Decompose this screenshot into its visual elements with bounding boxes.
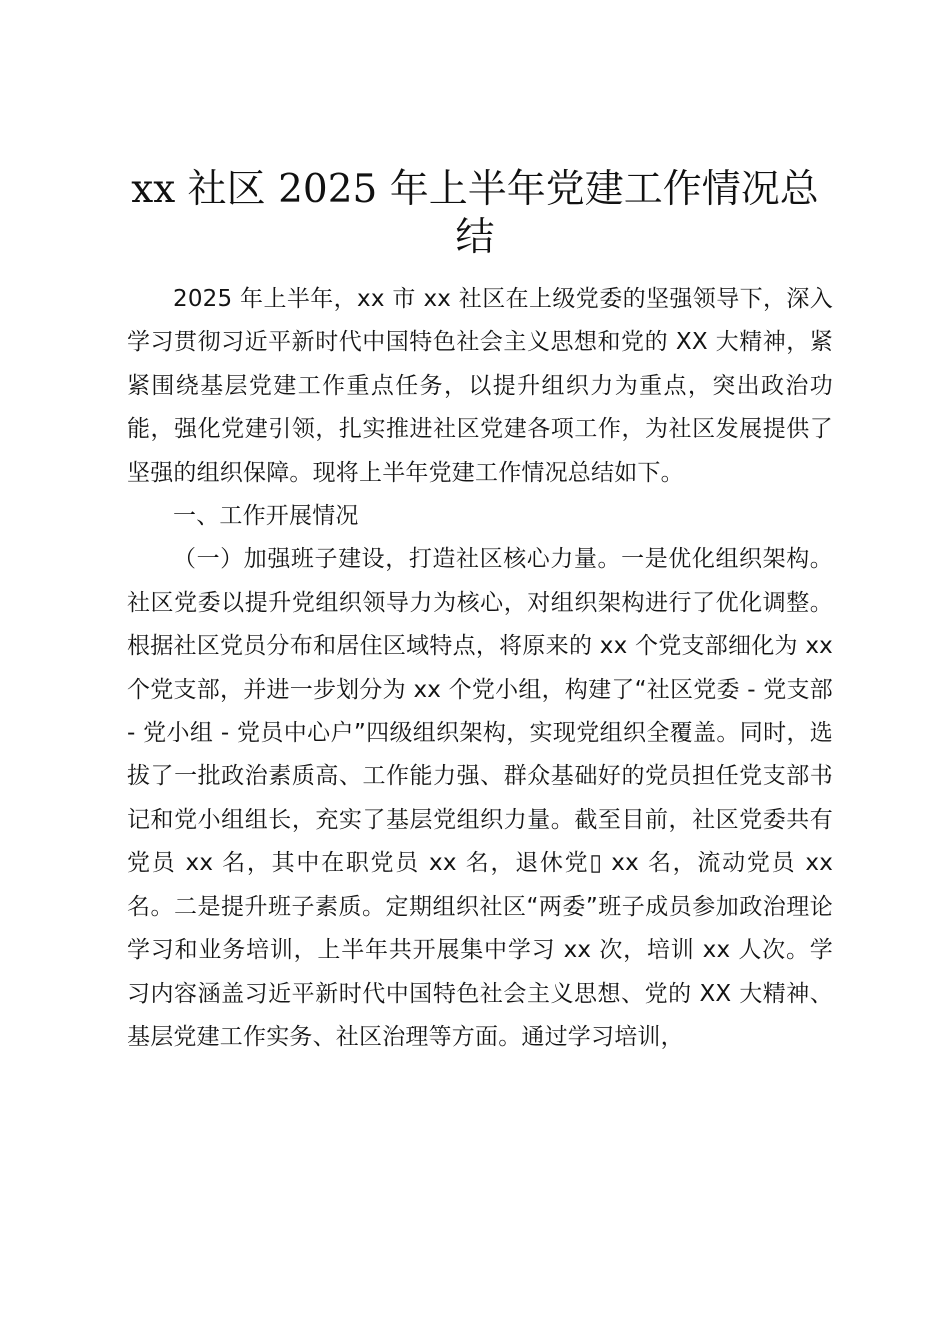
section-heading-work-progress: 一、工作开展情况 bbox=[173, 503, 359, 530]
section-paragraph-team-building: （一）加强班子建设，打造社区核心力量。一是优化组织架构。社区党委以提升党组织领导力为核心，对组织架构进行了优化调整。根据社区党员分布和居住区域特点，将原来的 xx 个党支部细化为 xx 个党支部，并进一步划分为 xx 个党小组，构建了“社区党委 - 党支部 - 党小组 - 党员中心户”四级组织架构，实现党组织全覆盖。同时，选拔了一批政治素质高、工作能力强、群众基础好的党员担任党支部书记和党小组组长，充实了基层党组织力量。截至目前，社区党委共有党员 xx 名，其中在职党员 xx 名，退休党▯ xx 名，流动党员 xx 名。二是提升班子素质。定期组织社区“两委”班子成员参加政治理论学习和业务培训，上半年共开展集中学习 xx 次，培训 xx 人次。学习内容涵盖习近平新时代中国特色社会主义思想、党的 XX 大精神、基层党建工作实务、社区治理等方面。通过学习培训， bbox=[127, 546, 833, 1050]
document-title: xx 社区 2025 年上半年党建工作情况总结 bbox=[131, 167, 819, 260]
document-body bbox=[127, 278, 833, 1059]
intro-paragraph: 2025 年上半年，xx 市 xx 社区在上级党委的坚强领导下，深入学习贯彻习近平新时代中国特色社会主义思想和党的 XX 大精神，紧紧围绕基层党建工作重点任务，以提升组织力为重点，突出政治功能，强化党建引领，扎实推进社区党建各项工作，为社区发展提供了坚强的组织保障。现将上半年党建工作情况总结如下。 bbox=[127, 286, 833, 486]
